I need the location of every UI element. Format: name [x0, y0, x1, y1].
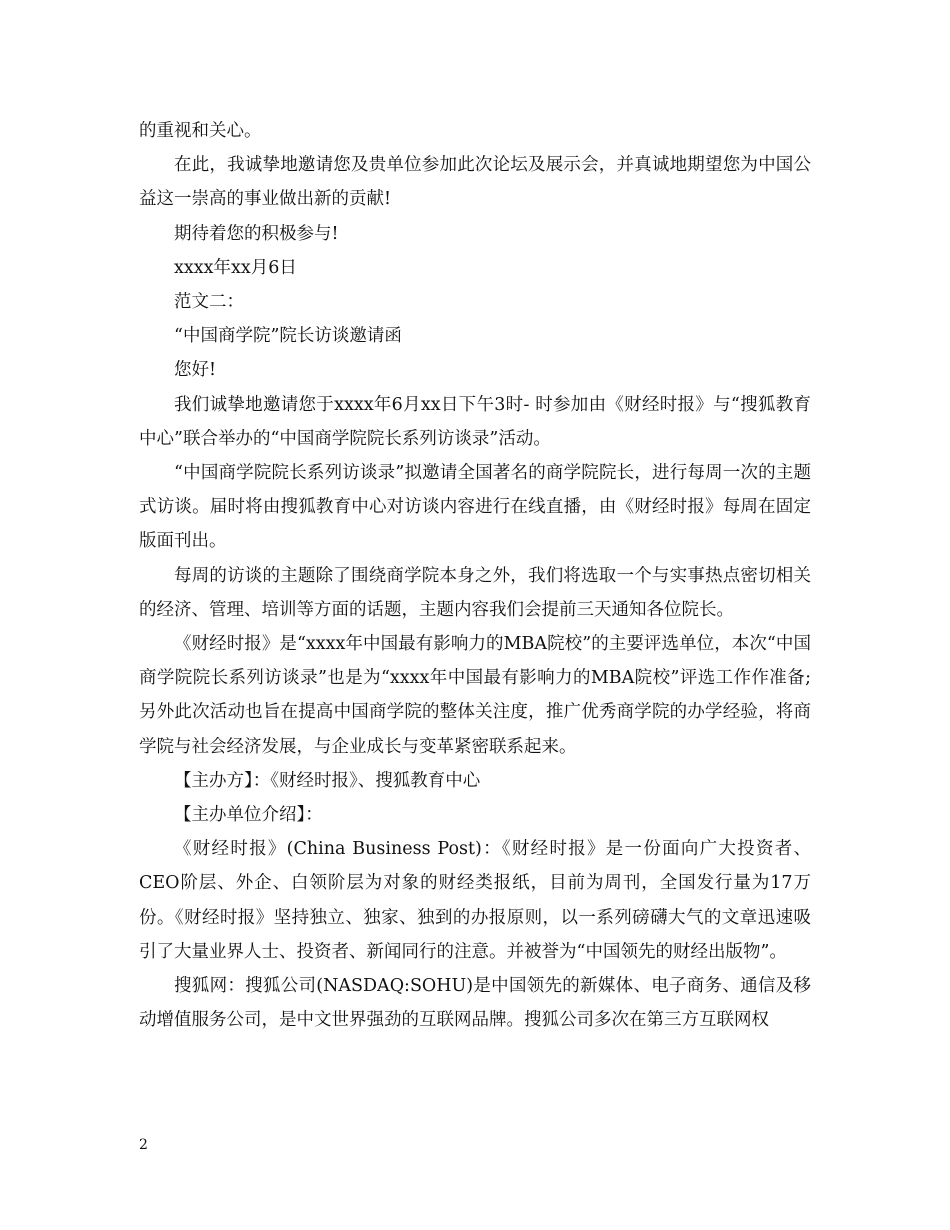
- paragraph-organizer-intro-heading: 【主办单位介绍】：: [174, 805, 323, 826]
- paragraph-date: xxxx年xx月6日: [174, 257, 297, 278]
- document-body: [139, 114, 811, 1037]
- paragraph-greeting: 您好!: [174, 360, 217, 381]
- paragraph-interview-series: “中国商学院院长系列访谈录”拟邀请全国著名的商学院院长，进行每周一次的主题式访谈。届时将由搜狐教育中心对访谈内容进行在线直播，由《财经时报》每周在固定版面刊出。: [139, 463, 811, 552]
- paragraph-invitation-closing: 在此，我诚挚地邀请您及贵单位参加此次论坛及展示会，并真诚地期望您为中国公益这一崇高的事业做出新的贡献!: [139, 155, 811, 210]
- paragraph-weekly-topics: 每周的访谈的主题除了围绕商学院本身之外，我们将选取一个与实事热点密切相关的经济、管理、培训等方面的话题，主题内容我们会提前三天通知各位院长。: [139, 565, 811, 620]
- paragraph-letter-title: “中国商学院”院长访谈邀请函: [174, 326, 402, 347]
- paragraph-financial-times-intro: 《财经时报》(China Business Post)：《财经时报》是一份面向广大投资者、CEO阶层、外企、白领阶层为对象的财经类报纸，目前为周刊，全国发行量为17万份。《财经时报》坚持独立、独家、独到的办报原则，以一系列磅礴大气的文章迅速吸引了大量业界人士、投资者、新闻同行的注意。并被誉为“中国领先的财经出版物”。: [139, 839, 811, 962]
- paragraph-looking-forward: 期待着您的积极参与!: [174, 223, 339, 244]
- page-number: 2: [139, 1137, 148, 1153]
- paragraph-sohu-intro: 搜狐网：搜狐公司(NASDAQ:SOHU)是中国领先的新媒体、电子商务、通信及移动增值服务公司，是中文世界强劲的互联网品牌。搜狐公司多次在第三方互联网权: [139, 976, 811, 1031]
- paragraph-invitation-body: 我们诚挚地邀请您于xxxx年6月xx日下午3时- 时参加由《财经时报》与“搜狐教育中心”联合举办的“中国商学院院长系列访谈录”活动。: [139, 394, 811, 449]
- paragraph-selection-unit: 《财经时报》是“xxxx年中国最有影响力的MBA院校”的主要评选单位，本次“中国商学院院长系列访谈录”也是为“xxxx年中国最有影响力的MBA院校”评选工作作准备;另外此次活动也旨在提高中国商学院的整体关注度，推广优秀商学院的办学经验，将商学院与社会经济发展，与企业成长与变革紧密联系起来。: [139, 634, 811, 757]
- paragraph-organizers: 【主办方】：《财经时报》、搜狐教育中心: [174, 770, 481, 791]
- paragraph-continuation: 的重视和关心。: [139, 121, 262, 141]
- paragraph-sample-two-heading: 范文二：: [174, 292, 244, 313]
